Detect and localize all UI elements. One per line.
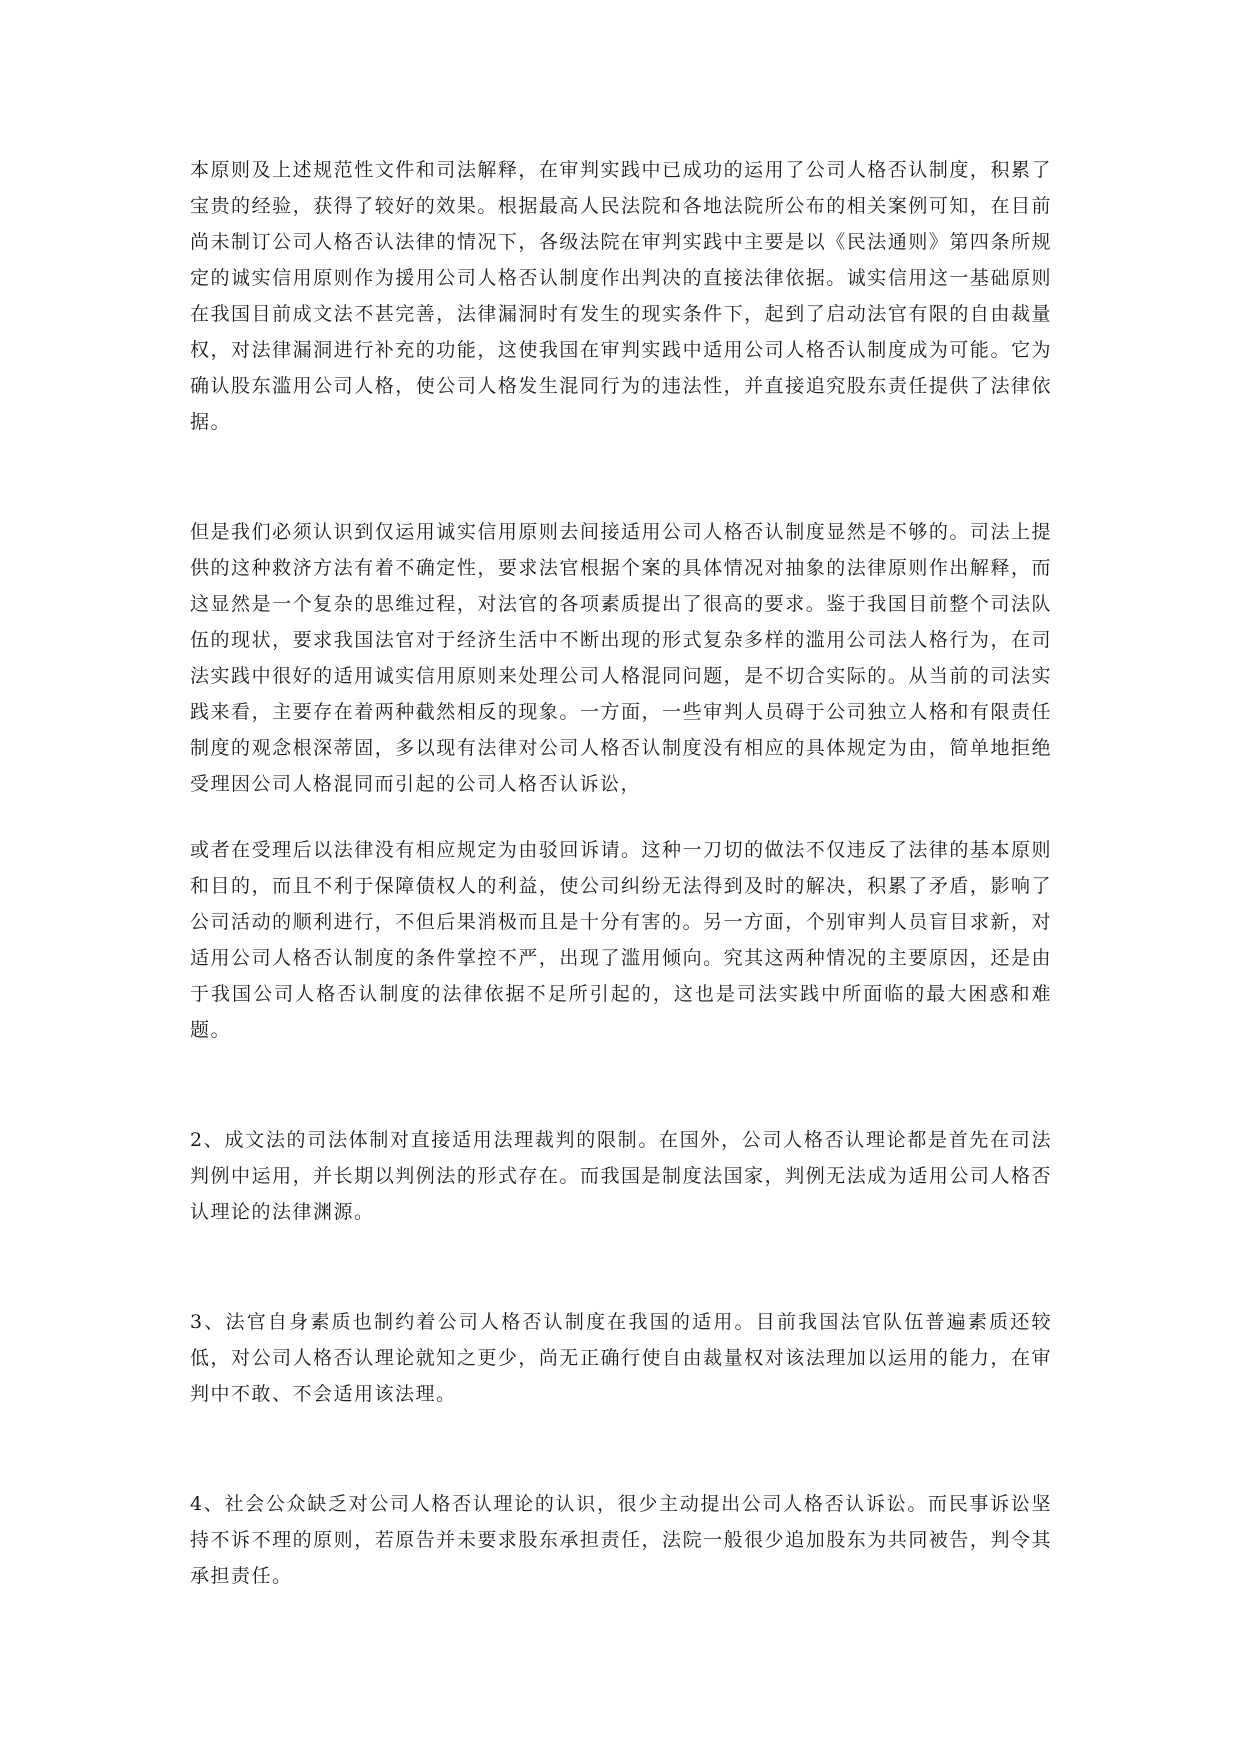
document-body xyxy=(190,152,1052,1594)
paragraph-6: 4、社会公众缺乏对公司人格否认理论的认识，很少主动提出公司人格否认诉讼。而民事诉讼坚持不诉不理的原则，若原告并未要求股东承担责任，法院一般很少追加股东为共同被告，判令其承担责任。 xyxy=(190,1493,1052,1587)
paragraph-2: 但是我们必须认识到仅运用诚实信用原则去间接适用公司人格否认制度显然是不够的。司法上提供的这种救济方法有着不确定性，要求法官根据个案的具体情况对抽象的法律原则作出解释，而这显然是一个复杂的思维过程，对法官的各项素质提出了很高的要求。鉴于我国目前整个司法队伍的现状，要求我国法官对于经济生活中不断出现的形式复杂多样的滥用公司法人格行为，在司法实践中很好的适用诚实信用原则来处理公司人格混同问题，是不切合实际的。从当前的司法实践来看，主要存在着两种截然相反的现象。一方面，一些审判人员碍于公司独立人格和有限责任制度的观念根深蒂固，多以现有法律对公司人格否认制度没有相应的具体规定为由，简单地拒绝受理因公司人格混同而引起的公司人格否认诉讼， xyxy=(190,521,1052,795)
paragraph-3: 或者在受理后以法律没有相应规定为由驳回诉请。这种一刀切的做法不仅违反了法律的基本原则和目的，而且不利于保障债权人的利益，使公司纠纷无法得到及时的解决，积累了矛盾，影响了公司活动的顺利进行，不但后果消极而且是十分有害的。另一方面，个别审判人员盲目求新，对适用公司人格否认制度的条件掌控不严，出现了滥用倾向。究其这两种情况的主要原因，还是由于我国公司人格否认制度的法律依据不足所引起的，这也是司法实践中所面临的最大困惑和难题。 xyxy=(190,839,1052,1041)
paragraph-4: 2、成文法的司法体制对直接适用法理裁判的限制。在国外，公司人格否认理论都是首先在司法判例中运用，并长期以判例法的形式存在。而我国是制度法国家，判例无法成为适用公司人格否认理论的法律渊源。 xyxy=(190,1129,1052,1223)
paragraph-1: 本原则及上述规范性文件和司法解释，在审判实践中已成功的运用了公司人格否认制度，积累了宝贵的经验，获得了较好的效果。根据最高人民法院和各地法院所公布的相关案例可知，在目前尚未制订公司人格否认法律的情况下，各级法院在审判实践中主要是以《民法通则》第四条所规定的诚实信用原则作为援用公司人格否认制度作出判决的直接法律依据。诚实信用这一基础原则在我国目前成文法不甚完善，法律漏洞时有发生的现实条件下，起到了启动法官有限的自由裁量权，对法律漏洞进行补充的功能，这使我国在审判实践中适用公司人格否认制度成为可能。它为确认股东滥用公司人格，使公司人格发生混同行为的违法性，并直接追究股东责任提供了法律依据。 xyxy=(190,159,1052,433)
paragraph-5: 3、法官自身素质也制约着公司人格否认制度在我国的适用。目前我国法官队伍普遍素质还较低，对公司人格否认理论就知之更少，尚无正确行使自由裁量权对该法理加以运用的能力，在审判中不敢、不会适用该法理。 xyxy=(190,1311,1052,1405)
